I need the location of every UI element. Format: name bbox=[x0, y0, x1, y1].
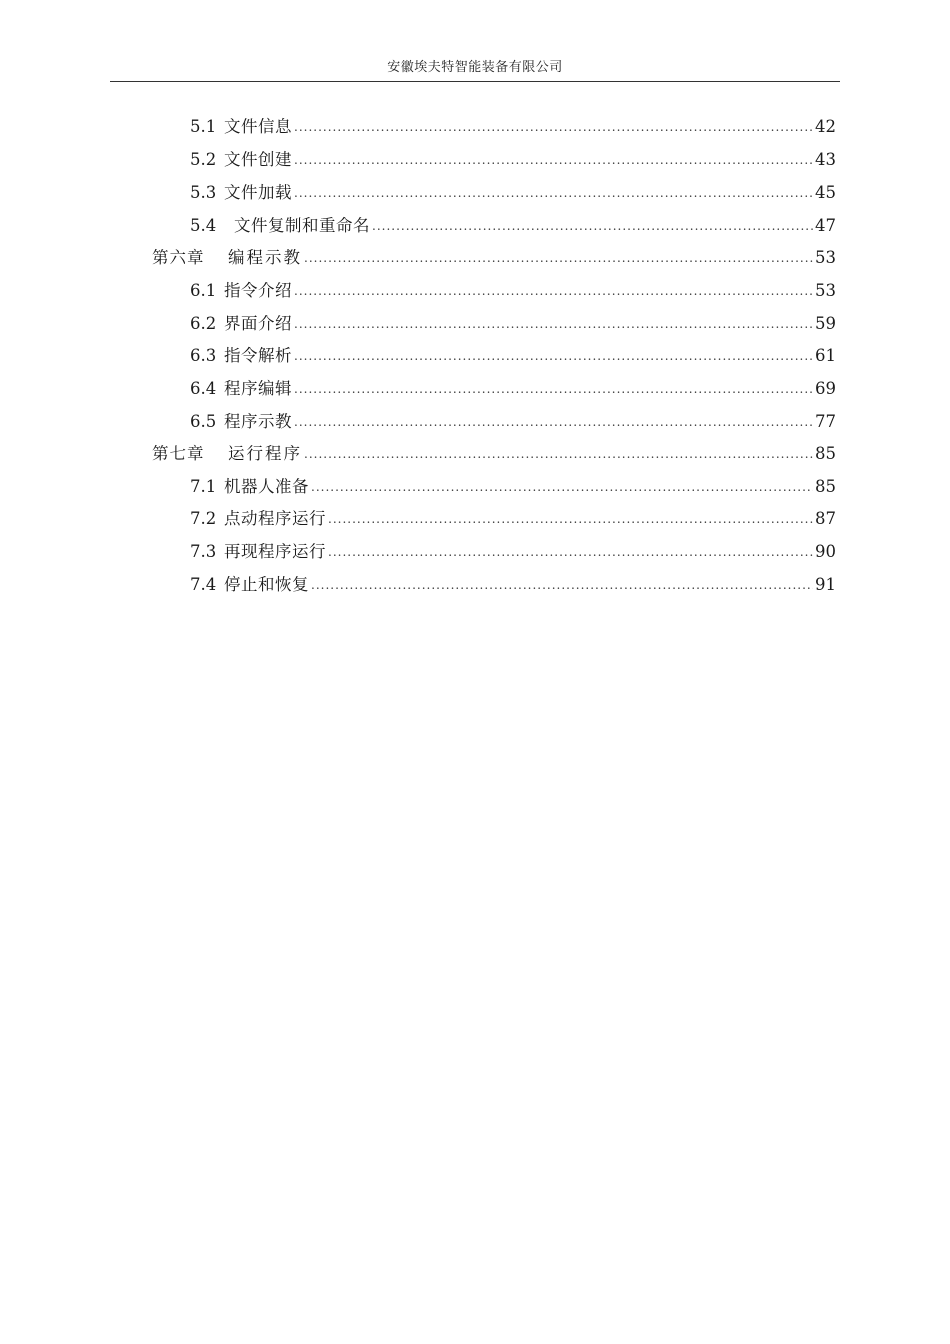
toc-entry-6-5[interactable] bbox=[190, 409, 836, 435]
toc-leader-dots bbox=[294, 343, 813, 369]
toc-leader-dots bbox=[311, 572, 813, 598]
toc-entry-6-4[interactable] bbox=[190, 376, 836, 402]
toc-title: 停止和恢复 bbox=[224, 575, 309, 594]
toc-title: 再现程序运行 bbox=[224, 542, 326, 561]
header-divider bbox=[110, 81, 840, 82]
toc-page-number: 85 bbox=[815, 444, 836, 463]
toc-page-number: 77 bbox=[815, 412, 836, 431]
toc-leader-dots bbox=[294, 311, 813, 337]
toc-title: 文件创建 bbox=[224, 150, 292, 169]
toc-leader-dots bbox=[372, 213, 813, 239]
toc-title: 指令介绍 bbox=[224, 281, 292, 300]
toc-page-number: 42 bbox=[815, 117, 836, 136]
toc-number: 5.3 bbox=[190, 183, 217, 202]
toc-entry-chapter-7[interactable] bbox=[152, 441, 836, 467]
toc-title: 程序编辑 bbox=[224, 379, 292, 398]
toc-leader-dots bbox=[294, 409, 813, 435]
toc-title: 编程示教 bbox=[228, 248, 302, 267]
toc-title: 程序示教 bbox=[224, 412, 292, 431]
toc-page-number: 90 bbox=[815, 542, 836, 561]
toc-leader-dots bbox=[304, 441, 813, 467]
toc-page-number: 43 bbox=[815, 150, 836, 169]
toc-page-number: 85 bbox=[815, 477, 836, 496]
toc-entry-chapter-6[interactable] bbox=[152, 245, 836, 271]
toc-leader-dots bbox=[311, 474, 813, 500]
toc-number: 7.1 bbox=[190, 477, 217, 496]
toc-title: 文件复制和重命名 bbox=[234, 216, 370, 235]
toc-entry-5-1[interactable] bbox=[190, 114, 836, 140]
toc-leader-dots bbox=[294, 147, 813, 173]
toc-leader-dots bbox=[328, 506, 813, 532]
toc-entry-7-2[interactable] bbox=[190, 506, 836, 532]
toc-page-number: 59 bbox=[815, 314, 836, 333]
toc-leader-dots bbox=[294, 180, 813, 206]
toc-number: 6.5 bbox=[190, 412, 217, 431]
toc-number: 5.4 bbox=[190, 216, 217, 235]
toc-entry-7-3[interactable] bbox=[190, 539, 836, 565]
toc-number: 5.2 bbox=[190, 150, 217, 169]
toc-number: 6.1 bbox=[190, 281, 217, 300]
toc-entry-6-1[interactable] bbox=[190, 278, 836, 304]
toc-title: 指令解析 bbox=[224, 346, 292, 365]
toc-leader-dots bbox=[294, 376, 813, 402]
toc-page-number: 53 bbox=[815, 281, 836, 300]
toc-page-number: 53 bbox=[815, 248, 836, 267]
toc-number: 5.1 bbox=[190, 117, 217, 136]
toc-entry-7-1[interactable] bbox=[190, 474, 836, 500]
toc-title: 界面介绍 bbox=[224, 314, 292, 333]
page-header: 安徽埃夫特智能装备有限公司 bbox=[387, 60, 563, 75]
toc-page-number: 45 bbox=[815, 183, 836, 202]
toc-page-number: 91 bbox=[815, 575, 836, 594]
toc-chapter-number: 第七章 bbox=[152, 444, 205, 463]
toc-number: 7.3 bbox=[190, 542, 217, 561]
toc-number: 6.4 bbox=[190, 379, 217, 398]
toc-chapter-number: 第六章 bbox=[152, 248, 205, 267]
toc-leader-dots bbox=[294, 278, 813, 304]
toc-leader-dots bbox=[294, 114, 813, 140]
toc-number: 6.3 bbox=[190, 346, 217, 365]
toc-title: 运行程序 bbox=[228, 444, 302, 463]
toc-leader-dots bbox=[304, 245, 813, 271]
toc-entry-7-4[interactable] bbox=[190, 572, 836, 598]
toc-page-number: 61 bbox=[815, 346, 836, 365]
toc-entry-6-3[interactable] bbox=[190, 343, 836, 369]
toc-entry-6-2[interactable] bbox=[190, 311, 836, 337]
toc-title: 文件信息 bbox=[224, 117, 292, 136]
toc-title: 文件加载 bbox=[224, 183, 292, 202]
toc-number: 7.4 bbox=[190, 575, 217, 594]
toc-entry-5-2[interactable] bbox=[190, 147, 836, 173]
toc-entry-5-4[interactable] bbox=[190, 213, 836, 239]
toc-entry-5-3[interactable] bbox=[190, 180, 836, 206]
toc-title: 机器人准备 bbox=[224, 477, 309, 496]
toc-title: 点动程序运行 bbox=[224, 509, 326, 528]
toc-page-number: 47 bbox=[815, 216, 836, 235]
toc-leader-dots bbox=[328, 539, 813, 565]
toc-page-number: 87 bbox=[815, 509, 836, 528]
toc-number: 6.2 bbox=[190, 314, 217, 333]
toc-page-number: 69 bbox=[815, 379, 836, 398]
toc-number: 7.2 bbox=[190, 509, 217, 528]
